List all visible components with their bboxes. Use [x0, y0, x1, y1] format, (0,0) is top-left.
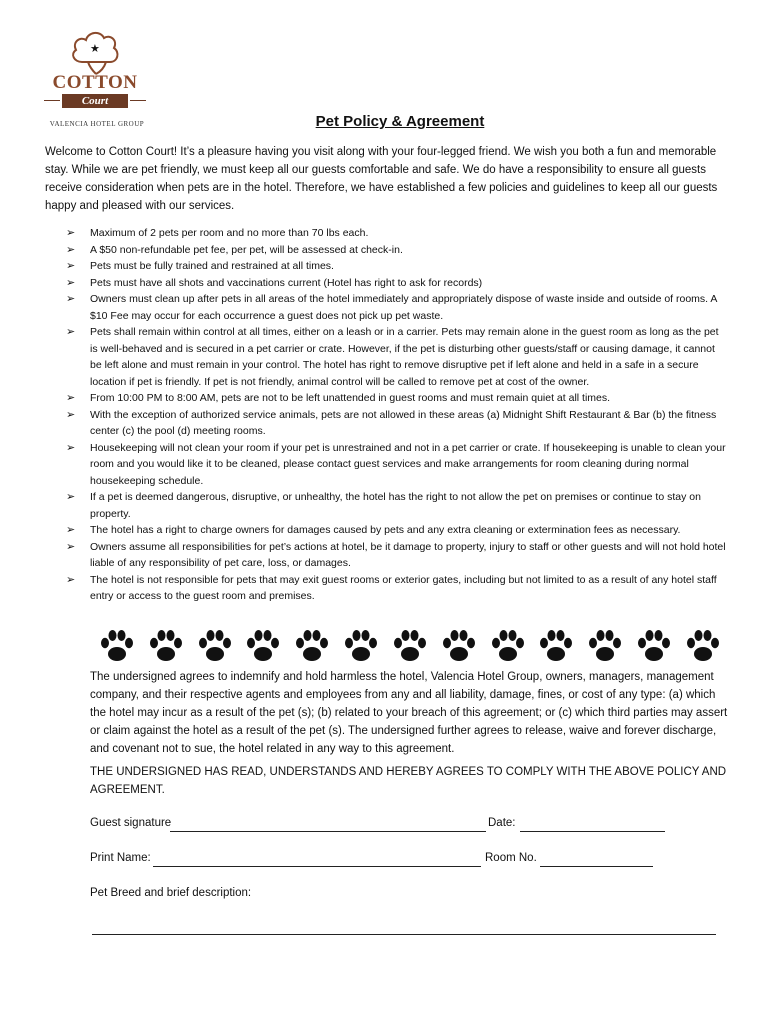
policy-text: Maximum of 2 pets per room and no more than 70 lbs each.	[90, 227, 369, 239]
indemnity-paragraph: The undersigned agrees to indemnify and hold harmless the hotel, Valencia Hotel Group, owners, managers, management company, and their respective agents and employees from any and all liability, damage, fines, or cost of any type: (a) which the hotel may incur as a result of the pet (s); (b) related to your breach of this agreement; or (c) which third parties may assert or claim against the hotel as a result of the pet (s). The undersigned further agrees to release, waive and forever discharge, and covenant not to sue, the hotel related in any way to this agreement.	[90, 671, 728, 755]
brand-name-bottom: Court	[62, 94, 128, 108]
policy-item	[66, 324, 726, 390]
page-title: Pet Policy & Agreement	[315, 113, 485, 130]
arrow-bullet-icon: ➢	[66, 276, 76, 289]
policy-item	[66, 390, 726, 407]
policy-item	[66, 291, 726, 324]
policy-text: Housekeeping will not clean your room if your pet is unrestrained and not in a pet carrier or crate. If housekeeping is unable to clean your room and you would like it to be cleaned, please contact guest services and make arrangements for room cleaning during normal housekeeping schedule.	[90, 441, 726, 487]
policy-item	[66, 258, 726, 275]
policy-text: With the exception of authorized service animals, pets are not allowed in these areas (a) Midnight Shift Restaurant & Bar (b) the fitness center (c) the pool (d) meeting rooms.	[90, 408, 717, 437]
arrow-bullet-icon: ➢	[66, 441, 76, 454]
brand-name-top: COTTON	[52, 72, 138, 93]
paw-print-icon	[97, 626, 137, 666]
arrow-bullet-icon: ➢	[66, 573, 76, 586]
brand-group: VALENCIA HOTEL GROUP	[49, 120, 145, 128]
guest-signature-line[interactable]	[170, 831, 486, 832]
date-line[interactable]	[520, 831, 665, 832]
policy-text: Owners assume all responsibilities for pet’s actions at hotel, be it damage to property, injury to staff or other guests and will not hold hotel liable of any responsibility of pet care, loss, or damages.	[90, 540, 726, 569]
svg-text:★: ★	[90, 42, 100, 55]
arrow-bullet-icon: ➢	[66, 227, 76, 239]
paw-print-icon	[585, 626, 625, 666]
paw-print-divider	[97, 626, 723, 666]
policy-text: The hotel has a right to charge owners for damages caused by pets and any extra cleaning or extermination fees as necessary.	[90, 524, 681, 536]
policy-text: If a pet is deemed dangerous, disruptive, or unhealthy, the hotel has the right to not allow the pet on premises or continue to stay on property.	[90, 491, 701, 520]
paw-print-icon	[536, 626, 576, 666]
arrow-bullet-icon: ➢	[66, 260, 76, 272]
paw-print-icon	[146, 626, 186, 666]
arrow-bullet-icon: ➢	[66, 293, 76, 305]
arrow-bullet-icon: ➢	[66, 408, 76, 421]
cotton-boll-icon	[40, 26, 152, 76]
arrow-bullet-icon: ➢	[66, 524, 76, 536]
policy-list	[66, 225, 726, 605]
policy-text: The hotel is not responsible for pets that may exit guest rooms or exterior gates, including but not limited to as a result of any hotel staff entry or access to the guest room and premises.	[90, 573, 717, 602]
acknowledgement-statement: THE UNDERSIGNED HAS READ, UNDERSTANDS AND HEREBY AGREES TO COMPLY WITH THE ABOVE POLICY AND AGREEMENT.	[90, 766, 727, 796]
paw-print-icon	[488, 626, 528, 666]
paw-print-icon	[439, 626, 479, 666]
room-number-label: Room No.	[485, 852, 537, 864]
policy-item	[66, 522, 726, 539]
policy-text: From 10:00 PM to 8:00 AM, pets are not to be left unattended in guest rooms and must remain quiet at all times.	[90, 392, 611, 404]
policy-text: Pets must have all shots and vaccinations current (Hotel has right to ask for records)	[90, 276, 483, 289]
arrow-bullet-icon: ➢	[66, 540, 76, 553]
policy-item	[66, 225, 726, 242]
policy-item	[66, 275, 726, 292]
policy-text: Owners must clean up after pets in all areas of the hotel immediately and appropriately dispose of waste inside and outside of rooms. A $10 Fee may occur for each occurrence a guest does not pick up pet waste.	[90, 293, 717, 322]
arrow-bullet-icon: ➢	[66, 392, 76, 404]
paw-print-icon	[390, 626, 430, 666]
paw-print-icon	[341, 626, 381, 666]
policy-item	[66, 489, 726, 522]
policy-item	[66, 539, 726, 572]
paw-print-icon	[292, 626, 332, 666]
policy-text: Pets must be fully trained and restrained at all times.	[90, 260, 334, 272]
policy-item	[66, 572, 726, 605]
policy-text: A $50 non-refundable pet fee, per pet, will be assessed at check-in.	[90, 243, 403, 256]
policy-item	[66, 242, 726, 259]
policy-text: Pets shall remain within control at all times, either on a leash or in a carrier. Pets may remain alone in the guest room as long as the pet is well-behaved and is secured in a pet carrier or crate. However, if the pet is disturbing other guests/staff or causing damage, it cannot be left alone and must remain in your control. The hotel has right to remove disruptive pet if left alone and held in a safe in a secure location if pet is friendly. If pet is not friendly, animal control will be called to remove pet at cost of the owner.	[90, 326, 719, 388]
print-name-label: Print Name:	[90, 852, 151, 864]
paw-print-icon	[243, 626, 283, 666]
arrow-bullet-icon: ➢	[66, 326, 76, 338]
paw-print-icon	[195, 626, 235, 666]
policy-item	[66, 440, 726, 490]
date-label: Date:	[488, 817, 516, 829]
pet-breed-label: Pet Breed and brief description:	[90, 887, 252, 899]
guest-signature-label: Guest signature	[90, 817, 172, 829]
arrow-bullet-icon: ➢	[66, 243, 76, 256]
intro-paragraph: Welcome to Cotton Court! It’s a pleasure having you visit along with your four-legged friend. We wish you both a fun and memorable stay. While we are pet friendly, we must keep all our guests comfortable and safe. We do have a responsibility to ensure all guests receive consideration when pets are in the hotel. Therefore, we have established a few policies and guidelines to keep all our guests happy and pleased with our services.	[45, 146, 718, 212]
paw-print-icon	[634, 626, 674, 666]
brand-divider-right	[130, 100, 146, 101]
brand-divider-left	[44, 100, 60, 101]
print-name-line[interactable]	[153, 866, 481, 867]
policy-item	[66, 407, 726, 440]
arrow-bullet-icon: ➢	[66, 491, 76, 503]
paw-print-icon	[683, 626, 723, 666]
pet-breed-line[interactable]	[92, 934, 716, 935]
room-number-line[interactable]	[540, 866, 653, 867]
